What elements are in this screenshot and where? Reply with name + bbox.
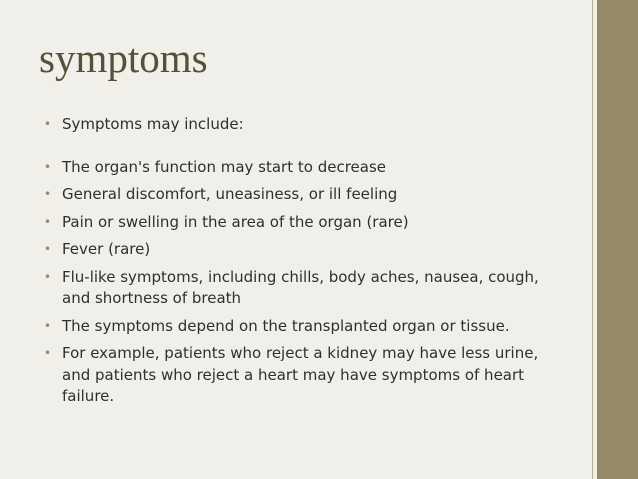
bullet-icon: • (44, 117, 52, 131)
bullet-text: Pain or swelling in the area of the organ (rare) (62, 212, 409, 231)
bullet-text: For example, patients who reject a kidney may have less urine, and patients who reject a heart may have symptoms of heart failure. (62, 344, 539, 405)
bullet-list (44, 114, 566, 414)
bullet-icon: • (44, 159, 52, 174)
bullet-icon: • (44, 187, 52, 201)
slide-title: symptoms (39, 35, 208, 81)
bullet-text: Flu-like symptoms, including chills, body aches, nausea, cough, and shortness of breath (62, 267, 539, 307)
bullet-text: The organ's function may start to decrease (62, 157, 386, 176)
bullet-item (44, 316, 566, 338)
bullet-item (44, 184, 566, 206)
bullet-text: The symptoms depend on the transplanted organ or tissue. (62, 316, 510, 335)
bullet-item (44, 343, 566, 408)
bullet-text: Symptoms may include: (62, 115, 244, 133)
bullet-icon: • (44, 269, 52, 284)
bullet-item (44, 114, 566, 136)
bullet-icon: • (44, 214, 52, 229)
bullet-icon: • (44, 346, 52, 360)
bullet-text: General discomfort, uneasiness, or ill feeling (62, 185, 398, 203)
bullet-item (44, 267, 566, 310)
bullet-text: Fever (rare) (62, 240, 151, 258)
bullet-item (44, 239, 566, 261)
bullet-icon: • (44, 242, 52, 256)
bullet-icon: • (44, 318, 52, 333)
accent-divider-line (592, 0, 593, 479)
bullet-item (44, 212, 566, 234)
accent-side-bar (597, 0, 638, 479)
bullet-item (44, 157, 566, 179)
